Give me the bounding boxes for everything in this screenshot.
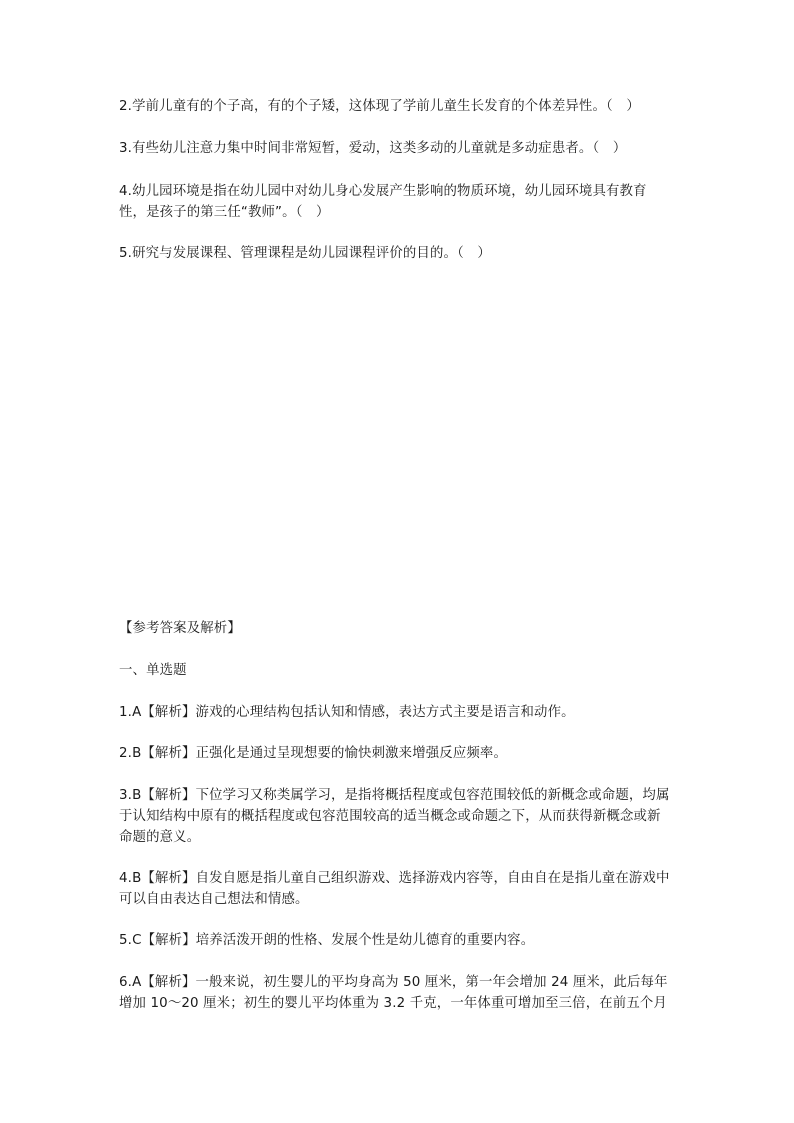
section-heading-single-choice: 一、单选题 [119, 663, 187, 678]
answer-4: 4.B【解析】自发自愿是指儿童自己组织游戏、选择游戏内容等，自由自在是指儿童在游戏中可以自由表达自己想法和情感。 [119, 871, 670, 907]
answer-5: 5.C【解析】培养活泼开朗的性格、发展个性是幼儿德育的重要内容。 [119, 933, 535, 948]
answer-6: 6.A【解析】一般来说，初生婴儿的平均身高为 50 厘米，第一年会增加 24 厘米，此后每年增加 10～20 厘米；初生的婴儿平均体重为 3.2 千克，一年体重可增加至三倍，在前五个月 [119, 975, 668, 1011]
question-4: 4.幼儿园环境是指在幼儿园中对幼儿身心发展产生影响的物质环境，幼儿园环境具有教育性，是孩子的第三任“教师”。（ ） [119, 184, 647, 220]
answer-3: 3.B【解析】下位学习又称类属学习，是指将概括程度或包容范围较低的新概念或命题，均属于认知结构中原有的概括程度或包容范围较高的适当概念或命题之下，从而获得新概念或新命题的意义。 [119, 788, 670, 845]
question-5: 5.研究与发展课程、管理课程是幼儿园课程评价的目的。（ ） [119, 246, 491, 261]
answer-2: 2.B【解析】正强化是通过呈现想要的愉快刺激来增强反应频率。 [119, 746, 508, 761]
answer-1: 1.A【解析】游戏的心理结构包括认知和情感，表达方式主要是语言和动作。 [119, 705, 575, 720]
answers-heading: 【参考答案及解析】 [119, 621, 241, 636]
question-2: 2.学前儿童有的个子高，有的个子矮，这体现了学前儿童生长发育的个体差异性。（ ） [119, 99, 640, 114]
question-3: 3.有些幼儿注意力集中时间非常短暂，爱动，这类多动的儿童就是多动症患者。（ ） [119, 141, 627, 156]
